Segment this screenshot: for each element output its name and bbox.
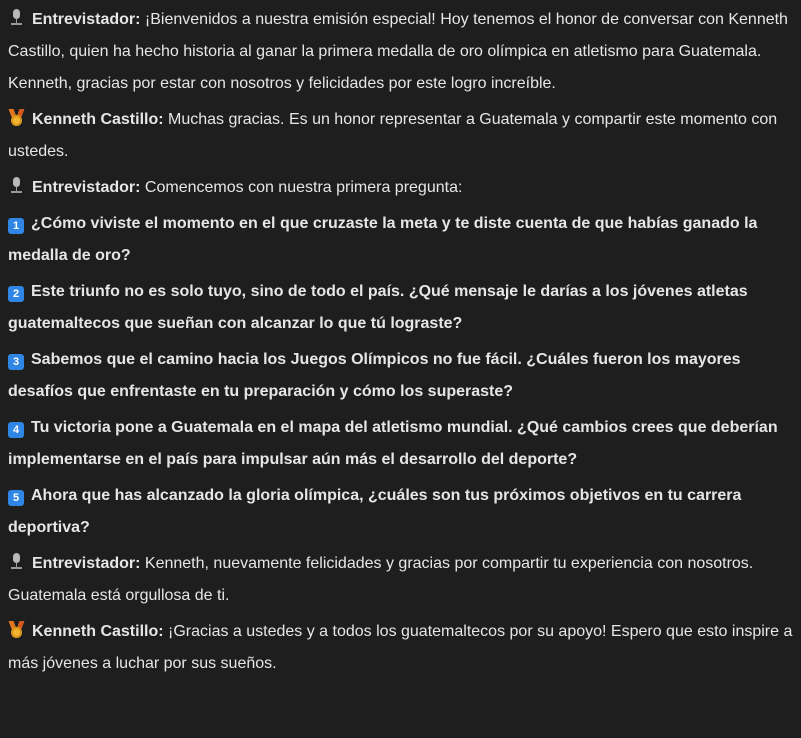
medal-icon: [8, 621, 25, 638]
message-text: Kenneth, nuevamente felicidades y gracias por compartir tu experiencia con nosotros. Guatemala está orgullosa de ti.: [8, 555, 754, 604]
question-text: ¿Cómo viviste el momento en el que cruzaste la meta y te diste cuenta de que habías ganado la medalla de oro?: [8, 215, 758, 264]
medal-icon: [8, 109, 25, 126]
message-text: Muchas gracias. Es un honor representar a Guatemala y compartir este momento con ustedes.: [8, 111, 778, 160]
microphone-icon: [8, 9, 25, 26]
message-interviewer-closing: [8, 548, 801, 612]
keycap-1-icon: 1: [8, 218, 24, 234]
question-1: [8, 208, 801, 272]
question-4: [8, 412, 801, 476]
message-text: Comencemos con nuestra primera pregunta:: [140, 179, 463, 196]
speaker-label: Kenneth Castillo:: [32, 111, 164, 128]
question-text: Este triunfo no es solo tuyo, sino de todo el país. ¿Qué mensaje le darías a los jóvenes atletas guatemaltecos que sueñan con alcanzar lo que tú lograste?: [8, 283, 748, 332]
microphone-icon: [8, 553, 25, 570]
keycap-3-icon: 3: [8, 354, 24, 370]
message-interviewer-intro: [8, 4, 801, 100]
question-text: Tu victoria pone a Guatemala en el mapa del atletismo mundial. ¿Qué cambios crees que deberían implementarse en el país para impulsar aún más el desarrollo del deporte?: [8, 419, 778, 468]
question-text: Sabemos que el camino hacia los Juegos Olímpicos no fue fácil. ¿Cuáles fueron los mayores desafíos que enfrentaste en tu preparación y cómo los superaste?: [8, 351, 741, 400]
question-5: [8, 480, 801, 544]
message-athlete-reply: [8, 104, 801, 168]
keycap-5-icon: 5: [8, 490, 24, 506]
microphone-icon: [8, 177, 25, 194]
question-2: [8, 276, 801, 340]
question-text: Ahora que has alcanzado la gloria olímpica, ¿cuáles son tus próximos objetivos en tu carrera deportiva?: [8, 487, 742, 536]
message-athlete-closing: [8, 616, 801, 680]
speaker-label: Entrevistador:: [32, 555, 141, 572]
question-3: [8, 344, 801, 408]
speaker-label: Entrevistador:: [32, 11, 141, 28]
keycap-2-icon: 2: [8, 286, 24, 302]
message-text: ¡Bienvenidos a nuestra emisión especial! Hoy tenemos el honor de conversar con Kenneth Castillo, quien ha hecho historia al ganar la primera medalla de oro olímpica en atletismo para Guatemala. Kenneth, gracias por estar con nosotros y felicidades por este logro increíble.: [8, 11, 788, 92]
message-interviewer-start: [8, 172, 801, 204]
speaker-label: Kenneth Castillo:: [32, 623, 164, 640]
speaker-label: Entrevistador:: [32, 179, 141, 196]
keycap-4-icon: 4: [8, 422, 24, 438]
message-text: ¡Gracias a ustedes y a todos los guatemaltecos por su apoyo! Espero que esto inspire a más jóvenes a luchar por sus sueños.: [8, 623, 793, 672]
